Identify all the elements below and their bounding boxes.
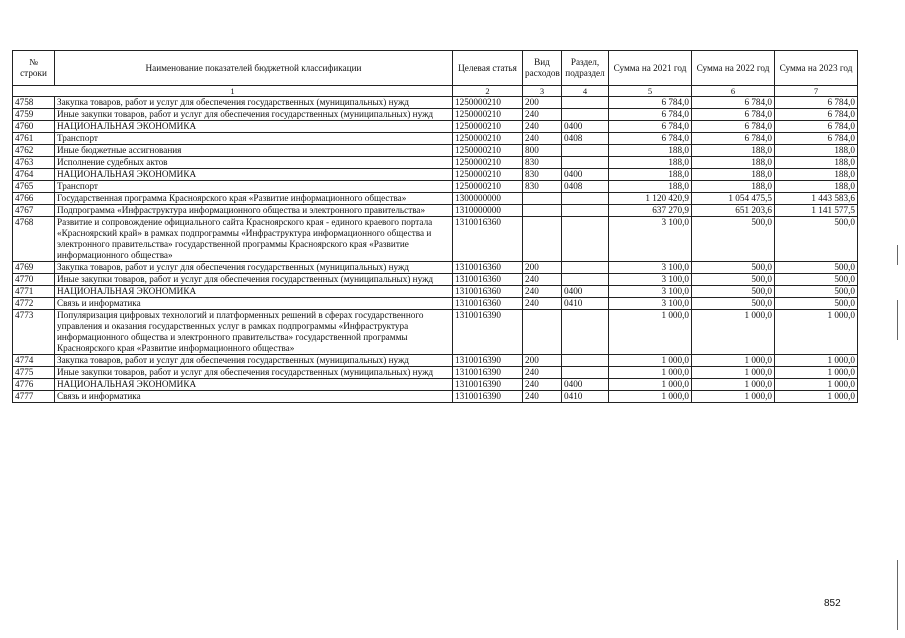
sum-2022: 500,0 <box>692 274 775 286</box>
target-article: 1310000000 <box>453 205 523 217</box>
sum-2021: 1 000,0 <box>609 367 692 379</box>
row-number: 4772 <box>13 298 55 310</box>
table-row <box>13 391 858 403</box>
table-row <box>13 145 858 157</box>
column-number: 5 <box>609 86 692 97</box>
section-code: 0408 <box>562 181 609 193</box>
row-number: 4762 <box>13 145 55 157</box>
table-row <box>13 262 858 274</box>
indicator-name: Связь и информатика <box>55 391 453 403</box>
target-article: 1310016360 <box>453 298 523 310</box>
col-header-name: Наименование показателей бюджетной классификации <box>55 51 453 86</box>
indicator-name: Исполнение судебных актов <box>55 157 453 169</box>
expense-kind: 200 <box>523 97 562 109</box>
target-article: 1250000210 <box>453 145 523 157</box>
page-number: 852 <box>824 598 841 609</box>
indicator-name: Закупка товаров, работ и услуг для обеспечения государственных (муниципальных) нужд <box>55 97 453 109</box>
sum-2023: 500,0 <box>775 286 858 298</box>
sum-2022: 188,0 <box>692 169 775 181</box>
sum-2021: 3 100,0 <box>609 298 692 310</box>
sum-2022: 188,0 <box>692 145 775 157</box>
sum-2022: 1 000,0 <box>692 355 775 367</box>
section-code <box>562 109 609 121</box>
indicator-name: Закупка товаров, работ и услуг для обеспечения государственных (муниципальных) нужд <box>55 262 453 274</box>
column-number: 7 <box>775 86 858 97</box>
expense-kind: 240 <box>523 391 562 403</box>
table-row <box>13 121 858 133</box>
expense-kind: 830 <box>523 181 562 193</box>
sum-2021: 1 000,0 <box>609 379 692 391</box>
indicator-name: НАЦИОНАЛЬНАЯ ЭКОНОМИКА <box>55 379 453 391</box>
sum-2021: 3 100,0 <box>609 262 692 274</box>
expense-kind: 240 <box>523 109 562 121</box>
sum-2023: 1 000,0 <box>775 379 858 391</box>
target-article: 1250000210 <box>453 181 523 193</box>
sum-2023: 6 784,0 <box>775 121 858 133</box>
expense-kind <box>523 193 562 205</box>
row-number: 4773 <box>13 310 55 355</box>
sum-2022: 651 203,6 <box>692 205 775 217</box>
target-article: 1250000210 <box>453 133 523 145</box>
indicator-name: НАЦИОНАЛЬНАЯ ЭКОНОМИКА <box>55 286 453 298</box>
expense-kind: 830 <box>523 157 562 169</box>
row-number: 4765 <box>13 181 55 193</box>
section-code <box>562 97 609 109</box>
target-article: 1250000210 <box>453 97 523 109</box>
indicator-name: Популяризация цифровых технологий и платформенных решений в сферах государственного управления и оказания государственных услуг в рамках подпрограммы «Инфраструктура информационного общества и электронного правительства» государственной программы Красноярского края «Развитие информационного общества» <box>55 310 453 355</box>
column-number-row <box>13 86 858 97</box>
sum-2023: 1 000,0 <box>775 310 858 355</box>
table-row <box>13 379 858 391</box>
sum-2022: 1 054 475,5 <box>692 193 775 205</box>
expense-kind: 240 <box>523 367 562 379</box>
expense-kind: 240 <box>523 379 562 391</box>
target-article: 1310016390 <box>453 379 523 391</box>
table-row <box>13 217 858 262</box>
section-code <box>562 274 609 286</box>
sum-2021: 3 100,0 <box>609 217 692 262</box>
table-row <box>13 286 858 298</box>
target-article: 1310016390 <box>453 310 523 355</box>
sum-2021: 637 270,9 <box>609 205 692 217</box>
row-number: 4766 <box>13 193 55 205</box>
table-row <box>13 181 858 193</box>
sum-2021: 188,0 <box>609 181 692 193</box>
sum-2023: 6 784,0 <box>775 133 858 145</box>
indicator-name: Иные закупки товаров, работ и услуг для обеспечения государственных (муниципальных) нужд <box>55 274 453 286</box>
column-number: 6 <box>692 86 775 97</box>
sum-2023: 500,0 <box>775 298 858 310</box>
target-article: 1310016360 <box>453 286 523 298</box>
target-article: 1310016360 <box>453 274 523 286</box>
sum-2023: 1 000,0 <box>775 355 858 367</box>
sum-2021: 1 120 420,9 <box>609 193 692 205</box>
col-header-kind: Вид расходов <box>523 51 562 86</box>
indicator-name: Транспорт <box>55 181 453 193</box>
col-header-sum-2021: Сумма на 2021 год <box>609 51 692 86</box>
row-number: 4777 <box>13 391 55 403</box>
sum-2021: 188,0 <box>609 145 692 157</box>
sum-2022: 500,0 <box>692 286 775 298</box>
row-number: 4763 <box>13 157 55 169</box>
section-code <box>562 310 609 355</box>
section-code: 0400 <box>562 121 609 133</box>
sum-2022: 500,0 <box>692 217 775 262</box>
sum-2021: 6 784,0 <box>609 133 692 145</box>
col-header-sum-2023: Сумма на 2023 год <box>775 51 858 86</box>
section-code <box>562 157 609 169</box>
row-number: 4758 <box>13 97 55 109</box>
budget-table <box>12 50 858 403</box>
section-code: 0400 <box>562 286 609 298</box>
expense-kind: 800 <box>523 145 562 157</box>
table-row <box>13 205 858 217</box>
sum-2023: 1 141 577,5 <box>775 205 858 217</box>
row-number: 4767 <box>13 205 55 217</box>
row-number: 4759 <box>13 109 55 121</box>
section-code: 0410 <box>562 391 609 403</box>
col-header-section: Раздел, подраздел <box>562 51 609 86</box>
table-row <box>13 298 858 310</box>
indicator-name: Закупка товаров, работ и услуг для обеспечения государственных (муниципальных) нужд <box>55 355 453 367</box>
section-code <box>562 262 609 274</box>
sum-2022: 188,0 <box>692 181 775 193</box>
col-header-row-no: № строки <box>13 51 55 86</box>
target-article: 1250000210 <box>453 109 523 121</box>
column-number: 1 <box>13 86 453 97</box>
table-row <box>13 133 858 145</box>
indicator-name: Связь и информатика <box>55 298 453 310</box>
sum-2023: 188,0 <box>775 157 858 169</box>
section-code: 0400 <box>562 379 609 391</box>
sum-2022: 188,0 <box>692 157 775 169</box>
section-code <box>562 205 609 217</box>
sum-2023: 1 443 583,6 <box>775 193 858 205</box>
sum-2021: 6 784,0 <box>609 97 692 109</box>
table-row <box>13 169 858 181</box>
sum-2022: 500,0 <box>692 262 775 274</box>
sum-2023: 188,0 <box>775 145 858 157</box>
table-header-row <box>13 51 858 86</box>
target-article: 1300000000 <box>453 193 523 205</box>
sum-2022: 6 784,0 <box>692 109 775 121</box>
sum-2023: 500,0 <box>775 274 858 286</box>
target-article: 1250000210 <box>453 157 523 169</box>
sum-2021: 1 000,0 <box>609 391 692 403</box>
table-row <box>13 193 858 205</box>
section-code <box>562 193 609 205</box>
expense-kind: 200 <box>523 355 562 367</box>
sum-2022: 1 000,0 <box>692 379 775 391</box>
sum-2022: 1 000,0 <box>692 367 775 379</box>
section-code <box>562 217 609 262</box>
expense-kind: 240 <box>523 286 562 298</box>
sum-2022: 1 000,0 <box>692 391 775 403</box>
sum-2021: 3 100,0 <box>609 286 692 298</box>
column-number: 4 <box>562 86 609 97</box>
row-number: 4768 <box>13 217 55 262</box>
sum-2021: 188,0 <box>609 157 692 169</box>
table-row <box>13 157 858 169</box>
table-row <box>13 355 858 367</box>
row-number: 4764 <box>13 169 55 181</box>
indicator-name: Подпрограмма «Инфраструктура информационного общества и электронного правительства» <box>55 205 453 217</box>
indicator-name: Развитие и сопровождение официального сайта Красноярского края - единого краевого портала «Красноярский край» в рамках подпрограммы «Инфраструктура информационного общества и электронного правительства» государственной программы Красноярского края «Развитие информационного общества» <box>55 217 453 262</box>
sum-2023: 500,0 <box>775 217 858 262</box>
sum-2021: 6 784,0 <box>609 121 692 133</box>
target-article: 1310016390 <box>453 355 523 367</box>
expense-kind: 240 <box>523 298 562 310</box>
indicator-name: Государственная программа Красноярского края «Развитие информационного общества» <box>55 193 453 205</box>
expense-kind <box>523 310 562 355</box>
indicator-name: НАЦИОНАЛЬНАЯ ЭКОНОМИКА <box>55 169 453 181</box>
row-number: 4760 <box>13 121 55 133</box>
sum-2022: 1 000,0 <box>692 310 775 355</box>
sum-2021: 1 000,0 <box>609 355 692 367</box>
section-code <box>562 355 609 367</box>
sum-2022: 6 784,0 <box>692 133 775 145</box>
indicator-name: Иные бюджетные ассигнования <box>55 145 453 157</box>
row-number: 4774 <box>13 355 55 367</box>
sum-2022: 500,0 <box>692 298 775 310</box>
sum-2023: 188,0 <box>775 181 858 193</box>
sum-2021: 1 000,0 <box>609 310 692 355</box>
section-code <box>562 367 609 379</box>
table-row <box>13 310 858 355</box>
indicator-name: НАЦИОНАЛЬНАЯ ЭКОНОМИКА <box>55 121 453 133</box>
sum-2023: 1 000,0 <box>775 367 858 379</box>
section-code: 0408 <box>562 133 609 145</box>
sum-2023: 188,0 <box>775 169 858 181</box>
section-code: 0410 <box>562 298 609 310</box>
row-number: 4761 <box>13 133 55 145</box>
target-article: 1310016360 <box>453 262 523 274</box>
row-number: 4775 <box>13 367 55 379</box>
expense-kind: 200 <box>523 262 562 274</box>
scan-edge-mark <box>897 560 898 630</box>
row-number: 4776 <box>13 379 55 391</box>
sum-2021: 188,0 <box>609 169 692 181</box>
target-article: 1310016390 <box>453 391 523 403</box>
scan-edge-mark <box>897 300 898 340</box>
col-header-target: Целевая статья <box>453 51 523 86</box>
row-number: 4770 <box>13 274 55 286</box>
section-code: 0400 <box>562 169 609 181</box>
row-number: 4771 <box>13 286 55 298</box>
expense-kind: 240 <box>523 133 562 145</box>
expense-kind: 240 <box>523 274 562 286</box>
scan-edge-mark <box>897 245 898 265</box>
expense-kind <box>523 217 562 262</box>
sum-2021: 3 100,0 <box>609 274 692 286</box>
target-article: 1310016360 <box>453 217 523 262</box>
indicator-name: Иные закупки товаров, работ и услуг для обеспечения государственных (муниципальных) нужд <box>55 109 453 121</box>
target-article: 1250000210 <box>453 121 523 133</box>
col-header-sum-2022: Сумма на 2022 год <box>692 51 775 86</box>
column-number: 2 <box>453 86 523 97</box>
sum-2023: 6 784,0 <box>775 97 858 109</box>
expense-kind: 830 <box>523 169 562 181</box>
expense-kind: 240 <box>523 121 562 133</box>
budget-table-sheet <box>12 50 858 403</box>
row-number: 4769 <box>13 262 55 274</box>
section-code <box>562 145 609 157</box>
sum-2023: 6 784,0 <box>775 109 858 121</box>
table-row <box>13 97 858 109</box>
indicator-name: Иные закупки товаров, работ и услуг для обеспечения государственных (муниципальных) нужд <box>55 367 453 379</box>
table-row <box>13 274 858 286</box>
expense-kind <box>523 205 562 217</box>
column-number: 3 <box>523 86 562 97</box>
target-article: 1310016390 <box>453 367 523 379</box>
sum-2023: 1 000,0 <box>775 391 858 403</box>
sum-2022: 6 784,0 <box>692 121 775 133</box>
indicator-name: Транспорт <box>55 133 453 145</box>
sum-2021: 6 784,0 <box>609 109 692 121</box>
table-row <box>13 109 858 121</box>
sum-2022: 6 784,0 <box>692 97 775 109</box>
sum-2023: 500,0 <box>775 262 858 274</box>
table-body <box>13 97 858 403</box>
table-row <box>13 367 858 379</box>
target-article: 1250000210 <box>453 169 523 181</box>
